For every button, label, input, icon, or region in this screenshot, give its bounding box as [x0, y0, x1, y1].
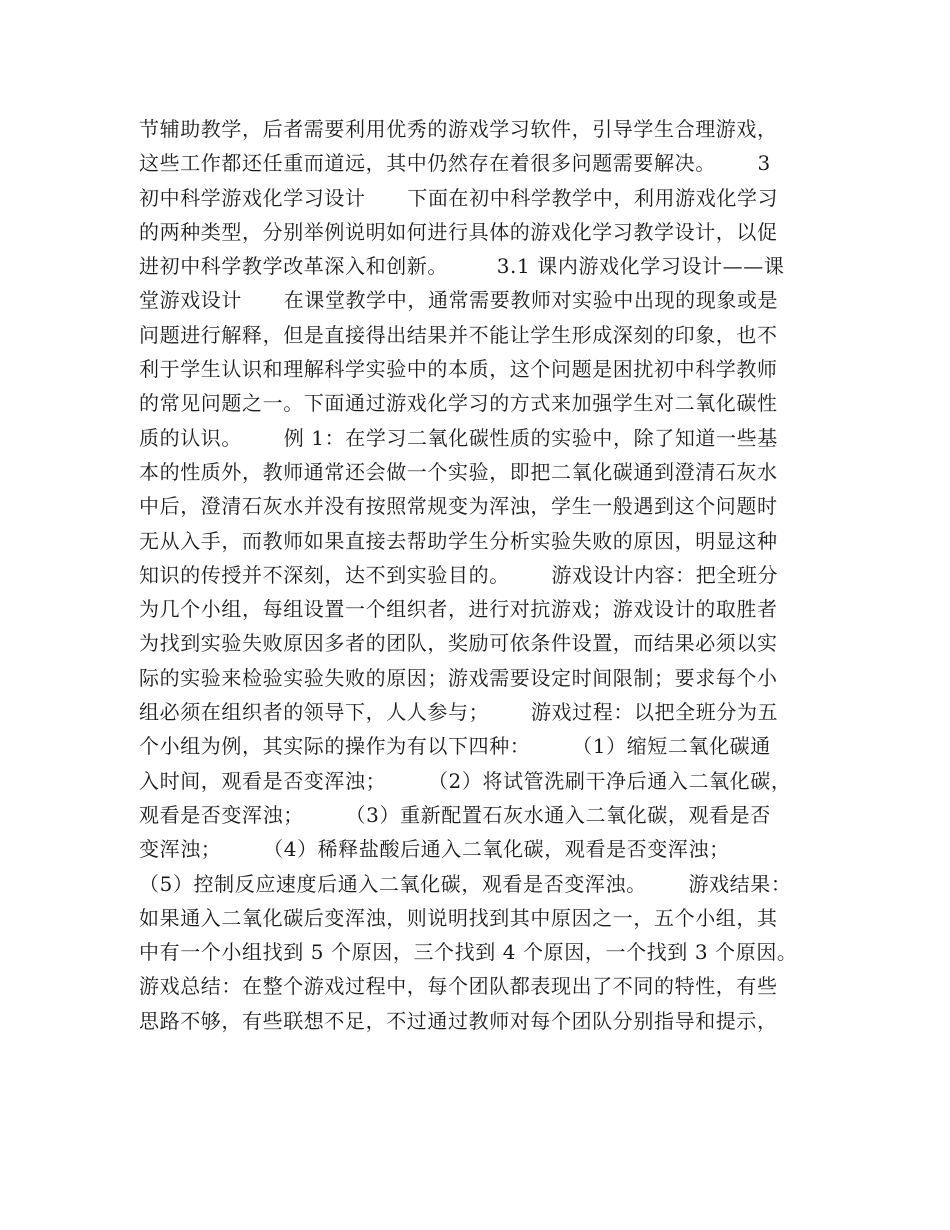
- text-line: 变浑浊； （4）稀释盐酸后通入二氧化碳，观看是否变浑浊；: [139, 837, 730, 862]
- text-line: 的常见问题之一。下面通过游戏化学习的方式来加强学生对二氧化碳性: [139, 391, 778, 416]
- text-line: 观看是否变浑浊； （3）重新配置石灰水通入二氧化碳，观看是否: [139, 802, 771, 827]
- text-line: （5）控制反应速度后通入二氧化碳，观看是否变浑浊。 游戏结果：: [139, 871, 792, 896]
- text-line: 游戏总结：在整个游戏过程中，每个团队都表现出了不同的特性，有些: [139, 974, 778, 999]
- text-line: 中有一个小组找到 5 个原因，三个找到 4 个原因，一个找到 3 个原因。: [139, 940, 798, 965]
- text-line: 利于学生认识和理解科学实验中的本质，这个问题是困扰初中科学教师: [139, 357, 778, 382]
- body-text: [139, 112, 829, 1038]
- text-line: 节辅助教学，后者需要利用优秀的游戏学习软件，引导学生合理游戏，: [139, 117, 778, 141]
- text-line: 入时间，观看是否变浑浊； （2）将试管洗刷干净后通入二氧化碳，: [139, 768, 792, 793]
- text-line: 如果通入二氧化碳后变浑浊，则说明找到其中原因之一，五个小组，其: [139, 905, 778, 930]
- text-line: 的两种类型，分别举例说明如何进行具体的游戏化学习教学设计，以促: [139, 219, 778, 244]
- text-line: 初中科学游戏化学习设计 下面在初中科学教学中，利用游戏化学习: [139, 185, 779, 210]
- text-line: 个小组为例，其实际的操作为有以下四种： （1）缩短二氧化碳通: [139, 734, 771, 759]
- text-line: 中后，澄清石灰水并没有按照常规变为浑浊，学生一般遇到这个问题时: [139, 494, 778, 519]
- text-line: 本的性质外，教师通常还会做一个实验，即把二氧化碳通到澄清石灰水: [139, 459, 778, 484]
- text-line: 为几个小组，每组设置一个组织者，进行对抗游戏；游戏设计的取胜者: [139, 597, 778, 622]
- text-line: 际的实验来检验实验失败的原因；游戏需要设定时间限制；要求每个小: [139, 665, 778, 690]
- text-line: 质的认识。 例 1：在学习二氧化碳性质的实验中，除了知道一些基: [139, 425, 778, 450]
- text-line: 知识的传授并不深刻，达不到实验目的。 游戏设计内容：把全班分: [139, 562, 779, 587]
- text-line: 组必须在组织者的领导下，人人参与； 游戏过程：以把全班分为五: [139, 700, 779, 725]
- text-line: 无从入手，而教师如果直接去帮助学生分析实验失败的原因，明显这种: [139, 528, 778, 553]
- text-line: 进初中科学教学改革深入和创新。 3.1 课内游戏化学习设计——课: [139, 254, 785, 279]
- text-line: 这些工作都还任重而道远，其中仍然存在着很多问题需要解决。 3: [139, 151, 771, 176]
- text-line: 为找到实验失败原因多者的团队，奖励可依条件设置，而结果必须以实: [139, 631, 778, 656]
- text-line: 思路不够，有些联想不足，不过通过教师对每个团队分别指导和提示，: [139, 1008, 778, 1033]
- text-line: 堂游戏设计 在课堂教学中，通常需要教师对实验中出现的现象或是: [139, 288, 779, 313]
- text-line: 问题进行解释，但是直接得出结果并不能让学生形成深刻的印象，也不: [139, 322, 778, 347]
